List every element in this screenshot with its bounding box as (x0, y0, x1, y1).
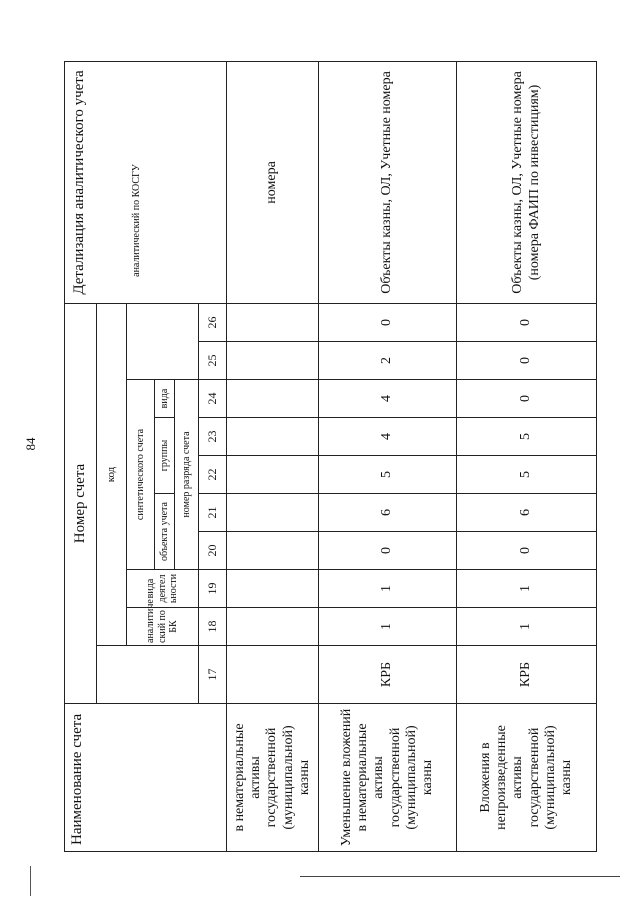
row-value (227, 456, 319, 494)
row-value: 4 (319, 418, 457, 456)
header-analytic-bk: аналитиче ский по БК (127, 608, 199, 646)
row-value: 0 (457, 342, 597, 380)
row-value (227, 532, 319, 570)
row-value: 0 (457, 380, 597, 418)
row-value: 0 (319, 303, 457, 341)
row-name: Вложения в непроизведенные активы государственной (муниципальной) казны (457, 704, 597, 852)
scan-edge-mark (30, 866, 31, 896)
header-kind: вида (155, 380, 175, 418)
row-value: 0 (319, 532, 457, 570)
digit-26: 26 (199, 303, 227, 341)
row-value: 0 (457, 303, 597, 341)
row-value: 1 (319, 570, 457, 608)
digit-17: 17 (199, 646, 227, 704)
header-analytic-kosgu: аналитический по КОСГУ (127, 61, 199, 379)
row-value (227, 494, 319, 532)
digit-23: 23 (199, 418, 227, 456)
digit-20: 20 (199, 532, 227, 570)
header-synthetic: синтетического счета (127, 380, 155, 570)
page-number: 84 (23, 437, 38, 451)
digit-24: 24 (199, 380, 227, 418)
table-row (227, 61, 319, 851)
accounts-table (64, 61, 597, 852)
row-value: 2 (319, 342, 457, 380)
row-value: 4 (319, 380, 457, 418)
digit-21: 21 (199, 494, 227, 532)
row-value: 0 (457, 532, 597, 570)
digit-18: 18 (199, 608, 227, 646)
row-name: в нематериальные активы государственной (муниципальной) казны (227, 704, 319, 852)
row-value: 6 (457, 494, 597, 532)
row-value (227, 608, 319, 646)
table-row (457, 61, 597, 851)
table-row (319, 61, 457, 851)
header-digit-number: номер разряда счета (175, 380, 199, 570)
row-value: 5 (457, 418, 597, 456)
row-value (227, 380, 319, 418)
digit-25: 25 (199, 342, 227, 380)
rotated-table-container (64, 62, 596, 852)
row-value (227, 303, 319, 341)
row-value: 1 (319, 608, 457, 646)
row-detail: номера (227, 61, 319, 303)
row-value: 5 (319, 456, 457, 494)
row-value: КРБ (457, 646, 597, 704)
row-value: КРБ (319, 646, 457, 704)
header-code: код (97, 303, 127, 645)
header-group: группы (155, 418, 175, 494)
row-name: Уменьшение вложений в нематериальные активы государственной (муниципальной) казны (319, 704, 457, 852)
row-detail: Объекты казны, ОЛ, Учетные номера (номера ФАИП по инвестициям) (457, 61, 597, 303)
row-value (227, 342, 319, 380)
row-value (227, 418, 319, 456)
row-value (227, 570, 319, 608)
row-value (227, 646, 319, 704)
header-account-name: Наименование счета (65, 704, 227, 852)
header-activity-type: вида деятел ьности (127, 570, 199, 608)
row-detail: Объекты казны, ОЛ, Учетные номера (319, 61, 457, 303)
row-value: 1 (457, 570, 597, 608)
header-account-object: объекта учета (155, 494, 175, 570)
header-detail: Детализация аналитического учета (65, 61, 227, 303)
row-value: 1 (457, 608, 597, 646)
digit-19: 19 (199, 570, 227, 608)
digit-22: 22 (199, 456, 227, 494)
scan-edge-line (300, 876, 620, 877)
row-value: 5 (457, 456, 597, 494)
row-value: 6 (319, 494, 457, 532)
header-account-number: Номер счета (65, 303, 97, 703)
